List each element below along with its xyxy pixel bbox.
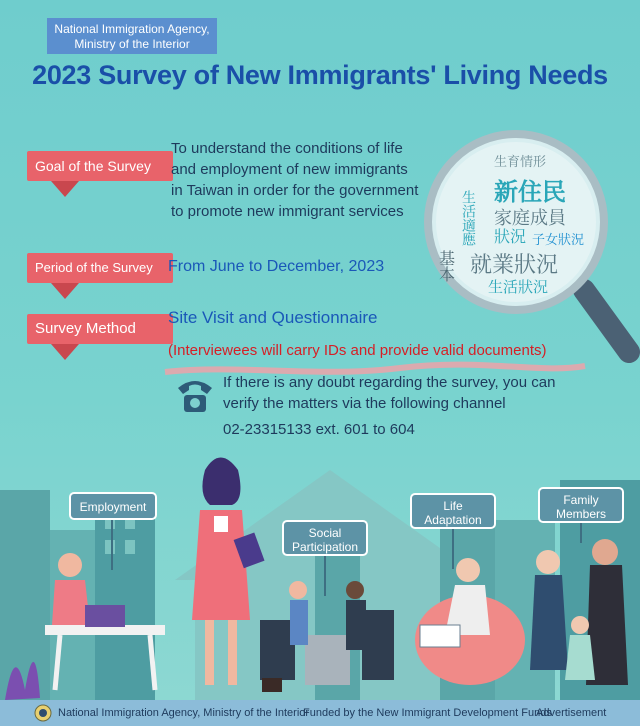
family-line1: Family [563, 493, 599, 507]
social-pointer [324, 556, 326, 596]
life-pointer [452, 529, 454, 569]
mag-word-3: 基本 [436, 250, 456, 282]
goal-text: To understand the conditions of life and employment of new immigrants in Taiwan in order for the government to promote new immigrant services [171, 140, 419, 220]
footer-agency: National Immigration Agency, Ministry of the Interior [58, 707, 310, 719]
period-text: From June to December, 2023 [168, 258, 385, 275]
topic-family-members [538, 487, 624, 523]
period-label: Period of the Survey [35, 260, 153, 275]
agency-line1: National Immigration Agency, [54, 22, 210, 36]
agency-badge [47, 18, 217, 54]
goal-label: Goal of the Survey [35, 158, 151, 174]
topic-life-adaptation [410, 493, 496, 529]
magnifier-illustration [424, 130, 640, 370]
family-pointer [580, 523, 582, 543]
method-label: Survey Method [35, 320, 136, 337]
scene-background [0, 440, 640, 702]
warning-text: (Interviewees will carry IDs and provide valid documents) [168, 342, 547, 359]
mag-word-1: 新住民 [494, 178, 566, 206]
agency-line2: Ministry of the Interior [74, 37, 190, 51]
phone-number: 02-23315133 ext. 601 to 604 [223, 421, 415, 438]
mag-word-0: 生育情形 [494, 155, 547, 170]
footer [0, 700, 640, 726]
method-ribbon [27, 314, 173, 344]
phone-icon [175, 376, 215, 414]
mag-word-7: 就業狀況 [470, 253, 559, 278]
topic-employment [69, 492, 157, 520]
social-line2: Participation [291, 540, 359, 554]
footer-ad: Advertisement [536, 707, 607, 719]
topic-social-participation [282, 520, 368, 556]
method-text: Site Visit and Questionnaire [168, 308, 378, 327]
mag-word-5: 狀況 [494, 227, 527, 246]
contact-text: If there is any doubt regarding the survey, you can verify the matters via the following channel [223, 374, 556, 412]
topic-employment-label: Employment [79, 500, 147, 514]
mag-word-2: 家庭成員 [494, 208, 566, 229]
agency-seal-icon [34, 704, 52, 722]
life-line2: Adaptation [424, 513, 482, 527]
family-line2: Members [555, 507, 606, 521]
footer-funded: Funded by the New Immigrant Development Funds [303, 707, 552, 719]
social-line1: Social [308, 526, 342, 540]
goal-ribbon [27, 151, 173, 181]
mag-word-4: 生活適應 [460, 190, 476, 246]
mag-word-6: 子女狀況 [532, 233, 585, 248]
mag-word-8: 生活狀況 [488, 278, 549, 296]
period-ribbon [27, 253, 173, 283]
life-line1: Life [443, 499, 463, 513]
page-title: 2023 Survey of New Immigrants' Living Needs [32, 60, 608, 90]
employment-pointer [111, 520, 113, 570]
